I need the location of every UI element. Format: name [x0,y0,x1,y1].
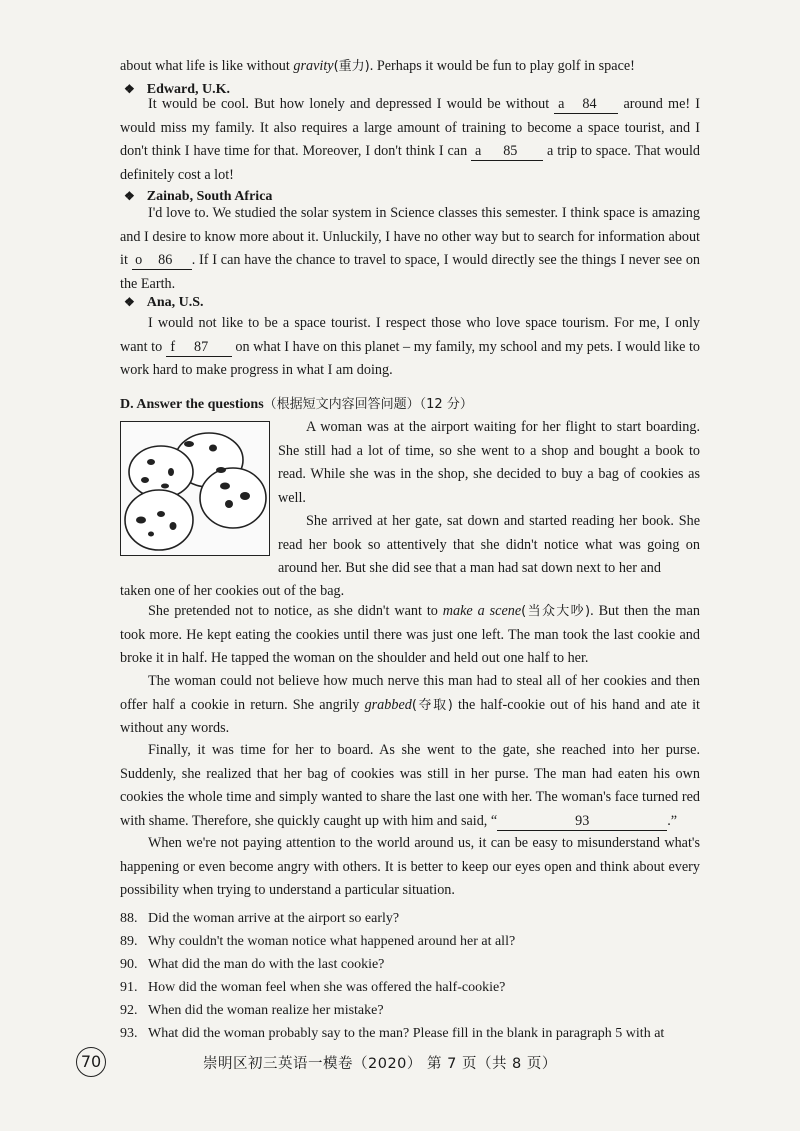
edward-paragraph [120,93,700,187]
blank-84-letter: a [558,96,565,112]
question-text: What did the woman probably say to the man? Please fill in the blank in paragraph 5 with at [148,1026,665,1041]
gravity-term: gravity [293,58,334,74]
story-paragraph-2-top: She arrived at her gate, sat down and started reading her book. She read her book so attentively that she didn't notice what was going on around her. But she did see that a man had sat down next to her and [278,513,700,576]
question-number: 93. [120,1026,138,1041]
blank-87-letter: f [170,338,176,355]
intro-text: about what life is like without [120,58,294,74]
footer-caption: 崇明区初三英语一模卷（2020） 第 7 页（共 8 页） [203,1056,557,1072]
question-text: Why couldn't the woman notice what happened around her at all? [148,934,516,949]
blank-87[interactable] [166,339,232,357]
gravity-cn: (重力) [333,59,370,74]
story-paragraph-6: When we're not paying attention to the world around us, it can be easy to misunderstand what's happening or even become angry with others. It is better to keep our eyes open and think about every possibility when trying to understand a particular situation. [120,835,700,898]
question-number: 88. [120,911,138,926]
question-88 [120,909,399,929]
story-paragraph-1: A woman was at the airport waiting for her flight to start boarding. She still had a lot of time, so she went to a shop and bought a book to read. While she was in the shop, she decided to buy a bag of cookies as well. [278,419,700,506]
speaker-header-ana [124,292,204,313]
diamond-bullet-icon: ❖ [124,189,135,203]
p3-text-2: . But then the man took more. He kept eating the cookies until there was just one left. The man took the last cookie and broke it in half. He tapped the woman on the shoulder and held out one half to her. [120,603,700,666]
diamond-bullet-icon: ❖ [124,82,135,96]
p4-text-1: The woman could not believe how much nerve this man had to steal all of her cookies and then offer half a cookie in return. She angrily [120,673,700,713]
blank-85-number: 85 [503,143,518,159]
blank-84-number: 84 [582,96,597,112]
blank-93[interactable] [497,813,667,831]
page-number-badge: 70 [76,1047,106,1077]
story-paragraph-3 [120,600,700,671]
blank-86-number: 86 [158,252,173,268]
ana-text-2: on what I have on this planet – my family, my school and my pets. I would like to work hard to make progress in what I am doing. [120,338,700,378]
question-number: 90. [120,957,138,972]
blank-86-letter: o [135,252,143,268]
blank-86[interactable] [132,252,192,270]
question-text: How did the woman feel when she was offered the half-cookie? [148,980,506,995]
section-title-en: D. Answer the questions [120,397,264,412]
ana-paragraph [120,312,700,383]
section-title-cn: （根据短文内容回答问题）（12 分） [263,397,473,412]
blank-85[interactable] [471,143,543,161]
intro-line [120,55,700,79]
cookies-illustration [120,421,270,556]
question-number: 91. [120,980,138,995]
cookies-icon [121,422,269,555]
edward-text-2: around me! I would miss my family. It also requires a large amount of training to become a space tourist, and I don't think I have time for that. Moreover, I don't think I can [120,96,700,159]
story-paragraph-5 [120,739,700,833]
p5-text-1: Finally, it was time for her to board. As she went to the gate, she reached into her purse. Suddenly, she realized that her bag of cookies was still in her purse. The man had eaten his own cookies the whole time and simply wanted to share the last one with her. The woman's face turned red with shame. Therefore, she quickly caught up with him and said, “ [120,742,700,829]
diamond-bullet-icon: ❖ [124,295,135,309]
question-number: 92. [120,1003,138,1018]
ana-text-1: I would not like to be a space tourist. I respect those who love space tourism. For me, I only want to [120,315,700,355]
question-90 [120,955,384,975]
question-93 [120,1024,664,1044]
question-number: 89. [120,934,138,949]
question-text: When did the woman realize her mistake? [148,1003,384,1018]
make-a-scene-cn: (当众大吵) [521,604,591,619]
story-paragraph-2-bottom: taken one of her cookies out of the bag. [120,583,345,599]
section-d-title [120,395,473,415]
question-92 [120,1001,384,1021]
question-89 [120,932,515,952]
story-paragraph-4 [120,670,700,741]
grabbed-cn: (夺取) [411,697,453,713]
speaker-name: Edward, U.K. [146,82,230,97]
p4-text-2: the half-cookie out of his hand and ate it without any words. [120,696,701,736]
make-a-scene-term: make a scene [442,603,522,619]
edward-text-1: It would be cool. But how lonely and depressed I would be without [148,96,555,112]
grabbed-term: grabbed [364,696,412,713]
p3-text-1: She pretended not to notice, as she didn't want to [148,603,443,619]
zainab-paragraph [120,202,700,296]
blank-85-letter: a [474,143,482,159]
zainab-text-2: . If I can have the chance to travel to space, I would directly see the things I never see on the Earth. [120,252,701,292]
question-91 [120,978,505,998]
edward-text-3: a trip to space. That would definitely cost a lot! [120,143,700,183]
intro-text-end: . Perhaps it would be fun to play golf in space! [369,58,635,74]
speaker-name: Zainab, South Africa [146,189,273,204]
blank-93-number: 93 [575,812,590,829]
page-footer [0,1047,800,1077]
blank-84[interactable] [554,96,618,114]
blank-87-number: 87 [194,338,209,355]
p5-text-2: .” [667,812,678,829]
speaker-name: Ana, U.S. [146,295,204,310]
question-text: What did the man do with the last cookie? [148,957,385,972]
zainab-text-1: I'd love to. We studied the solar system in Science classes this semester. I think space is amazing and I desire to know more about it. Unluckily, I have no other way but to search for information about it [120,205,700,268]
question-text: Did the woman arrive at the airport so early? [148,911,400,926]
